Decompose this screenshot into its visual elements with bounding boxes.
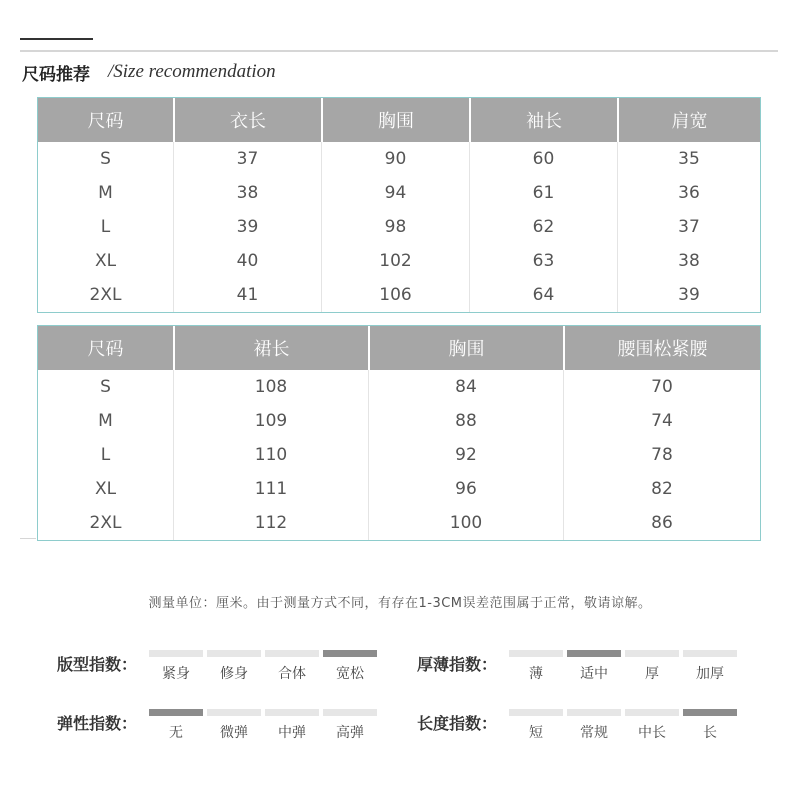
table-row — [38, 176, 760, 210]
table-cell: 111 — [173, 472, 368, 506]
table-cell: 38 — [617, 244, 760, 278]
thickness-option-label: 厚 — [645, 666, 659, 682]
table-cell: 108 — [173, 370, 368, 404]
dress-size-table — [37, 325, 761, 541]
elasticity-option-bar — [323, 709, 377, 716]
elasticity-option-label: 微弹 — [220, 725, 248, 741]
table-cell: M — [98, 411, 113, 431]
table-cell: 86 — [563, 506, 760, 540]
elasticity-index-label: 弹性指数： — [57, 714, 138, 733]
table-cell: 64 — [469, 278, 617, 312]
length-option-bar — [509, 709, 563, 716]
table-row — [38, 244, 760, 278]
top-rule-accent — [20, 38, 93, 40]
table-row — [38, 210, 760, 244]
elasticity-option — [323, 709, 377, 742]
elasticity-option-bar — [149, 709, 203, 716]
table-cell: 37 — [173, 142, 321, 176]
length-index — [417, 709, 741, 742]
elasticity-option — [265, 709, 319, 742]
table-row — [38, 472, 760, 506]
fit-option — [265, 650, 319, 683]
fit-index-label: 版型指数： — [57, 655, 138, 674]
table-cell: 40 — [173, 244, 321, 278]
table-cell: 90 — [321, 142, 469, 176]
length-option — [683, 709, 737, 742]
table-cell: 74 — [563, 404, 760, 438]
thickness-option — [509, 650, 563, 683]
fit-option-label: 合体 — [278, 666, 306, 682]
table-row — [38, 278, 760, 312]
length-option — [625, 709, 679, 742]
length-option-label: 短 — [529, 725, 543, 741]
thickness-option-bar — [625, 650, 679, 657]
table-cell: S — [100, 149, 111, 169]
header-cell-chest: 胸围 — [321, 98, 469, 142]
table-cell: 112 — [173, 506, 368, 540]
heading-chinese: 尺码推荐 — [22, 64, 90, 85]
thickness-option-bar — [509, 650, 563, 657]
length-option — [567, 709, 621, 742]
fit-option-label: 紧身 — [162, 666, 190, 682]
header-cell-sleeve: 袖长 — [469, 98, 617, 142]
table-body — [38, 370, 760, 540]
table-cell: 35 — [617, 142, 760, 176]
fit-option-bar — [207, 650, 261, 657]
table-cell: L — [100, 217, 111, 237]
table-cell: 2XL — [89, 285, 122, 305]
table-header-row — [38, 98, 760, 142]
length-index-options — [509, 709, 741, 742]
table-header-row — [38, 326, 760, 370]
elasticity-option-label: 中弹 — [278, 725, 306, 741]
table-cell: 37 — [617, 210, 760, 244]
fit-option-bar — [323, 650, 377, 657]
table-row — [38, 370, 760, 404]
table-cell: 70 — [563, 370, 760, 404]
thickness-option-label: 加厚 — [696, 666, 724, 682]
table-cell: 98 — [321, 210, 469, 244]
table-cell: 110 — [173, 438, 368, 472]
table-cell: 94 — [321, 176, 469, 210]
table-cell: 2XL — [89, 513, 122, 533]
header-cell-waist: 腰围松紧腰 — [563, 326, 760, 370]
header-cell-skirt-length: 裙长 — [173, 326, 368, 370]
table-cell: L — [100, 445, 111, 465]
table-cell: 41 — [173, 278, 321, 312]
side-rule — [20, 538, 36, 539]
table-cell: 82 — [563, 472, 760, 506]
table-cell: XL — [94, 251, 117, 271]
fit-option — [323, 650, 377, 683]
table-row — [38, 142, 760, 176]
elasticity-index-options — [149, 709, 381, 742]
table-row — [38, 438, 760, 472]
table-cell: 84 — [368, 370, 563, 404]
table-cell: 100 — [368, 506, 563, 540]
table-cell: 60 — [469, 142, 617, 176]
table-cell: 39 — [617, 278, 760, 312]
thickness-index-options — [509, 650, 741, 683]
table-cell: 106 — [321, 278, 469, 312]
fit-index-options — [149, 650, 381, 683]
fit-index — [57, 650, 381, 683]
table-cell: 109 — [173, 404, 368, 438]
length-option-label: 中长 — [638, 725, 666, 741]
thickness-index — [417, 650, 741, 683]
header-cell-chest: 胸围 — [368, 326, 563, 370]
fit-option-label: 宽松 — [336, 666, 364, 682]
heading-english: /Size recommendation — [108, 61, 276, 82]
table-body — [38, 142, 760, 312]
table-cell: XL — [94, 479, 117, 499]
section-heading — [22, 58, 276, 86]
elasticity-option — [149, 709, 203, 742]
table-cell: 96 — [368, 472, 563, 506]
header-cell-length: 衣长 — [173, 98, 321, 142]
table-cell: 78 — [563, 438, 760, 472]
fit-option-bar — [265, 650, 319, 657]
elasticity-option-label: 高弹 — [336, 725, 364, 741]
header-cell-shoulder: 肩宽 — [617, 98, 760, 142]
fit-option — [207, 650, 261, 683]
length-option-label: 常规 — [580, 725, 608, 741]
table-cell: 62 — [469, 210, 617, 244]
thickness-option-bar — [683, 650, 737, 657]
thickness-option — [683, 650, 737, 683]
length-option — [509, 709, 563, 742]
thickness-option — [567, 650, 621, 683]
table-cell: 38 — [173, 176, 321, 210]
top-size-table — [37, 97, 761, 313]
header-cell-size: 尺码 — [87, 339, 124, 360]
thickness-option — [625, 650, 679, 683]
elasticity-index — [57, 709, 381, 742]
table-row — [38, 404, 760, 438]
table-cell: 36 — [617, 176, 760, 210]
fit-option-label: 修身 — [220, 666, 248, 682]
measurement-note: 测量单位：厘米。由于测量方式不同，有存在1-3CM误差范围属于正常，敬请谅解。 — [148, 596, 652, 611]
table-cell: 102 — [321, 244, 469, 278]
top-rule — [20, 50, 778, 52]
table-row — [38, 506, 760, 540]
length-option-bar — [567, 709, 621, 716]
thickness-index-label: 厚薄指数： — [417, 655, 498, 674]
length-option-bar — [683, 709, 737, 716]
elasticity-option-bar — [265, 709, 319, 716]
table-cell: 92 — [368, 438, 563, 472]
table-cell: 63 — [469, 244, 617, 278]
table-cell: S — [100, 377, 111, 397]
elasticity-option — [207, 709, 261, 742]
table-cell: 39 — [173, 210, 321, 244]
header-cell-size: 尺码 — [87, 111, 124, 132]
table-cell: 88 — [368, 404, 563, 438]
fit-option — [149, 650, 203, 683]
length-index-label: 长度指数： — [417, 714, 498, 733]
elasticity-option-label: 无 — [169, 725, 183, 741]
table-cell: M — [98, 183, 113, 203]
length-option-bar — [625, 709, 679, 716]
fit-option-bar — [149, 650, 203, 657]
length-option-label: 长 — [703, 725, 717, 741]
elasticity-option-bar — [207, 709, 261, 716]
table-cell: 61 — [469, 176, 617, 210]
thickness-option-bar — [567, 650, 621, 657]
thickness-option-label: 薄 — [529, 666, 543, 682]
thickness-option-label: 适中 — [580, 666, 608, 682]
